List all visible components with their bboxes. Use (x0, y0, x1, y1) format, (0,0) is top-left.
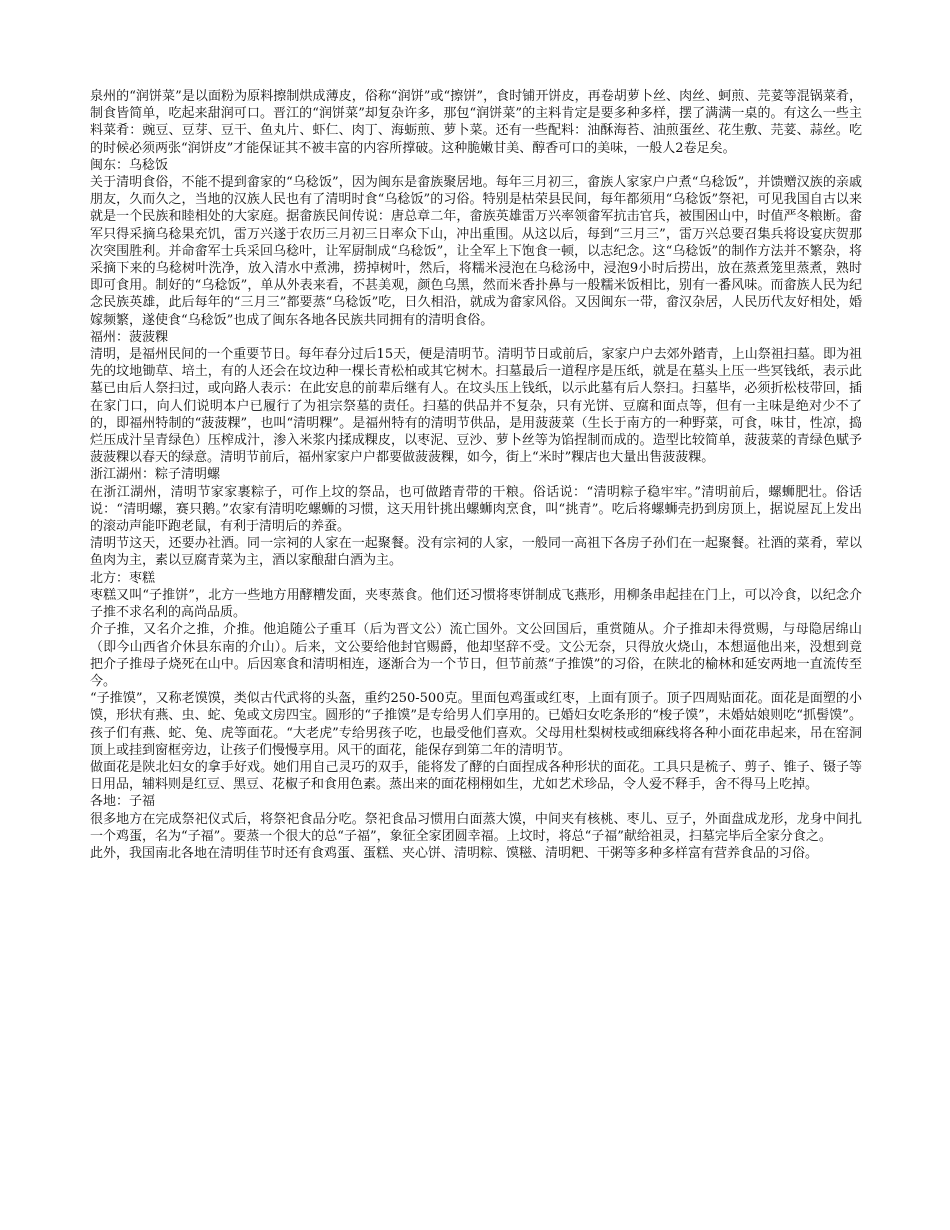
section-heading: 闽东：乌稔饭 (90, 157, 169, 173)
paragraph: 做面花是陕北妇女的拿手好戏。她们用自己灵巧的双手，能将发了酵的白面捏成各种形状的面花。工具只是梳子、剪子、锥子、镊子等日用品，辅料则是红豆、黑豆、花椒子和食用色素。蒸出来的面花栩栩如生，尤如艺术珍品，令人爱不释手，舍不得马上吃掉。 (90, 759, 862, 793)
paragraph: 介子推，又名介之推，介推。他追随公子重耳（后为晋文公）流亡国外。文公回国后，重赏随从。介子推却未得赏赐，与母隐居绵山（即今山西省介休县东南的介山）。后来，文公要给他封官赐爵，他却坚辞不受。文公无奈，只得放火烧山，本想逼他出来，没想到竟把介子推母子烧死在山中。后因寒食和清明相连，逐渐合为一个节日，但节前蒸“子推馍”的习俗，在陕北的榆林和延安两地一直流传至今。 (90, 622, 862, 689)
section-heading: 福州：菠菠粿 (90, 329, 169, 345)
section-huzhou (90, 466, 862, 569)
section-heading: 浙江湖州：粽子清明螺 (90, 467, 221, 483)
paragraph: 关于清明食俗，不能不提到畲家的“乌稔饭”，因为闽东是畲族聚居地。每年三月初三，畲族人家家户户煮“乌稔饭”，并馈赠汉族的亲戚朋友，久而久之，当地的汉族人民也有了清明时食“乌稔饭”的习俗。特别是枯荣县民间，每年都须用“乌稔饭”祭祀，可见我国自古以来就是一个民族和睦相处的大家庭。据畲族民间传说：唐总章二年，畲族英雄雷万兴率领畲军抗击官兵，被围困山中，时值严冬粮断。畲军只得采摘乌稔果充饥，雷万兴遂于农历三月初三日率众下山，冲出重围。从这以后，每到“三月三”，雷万兴总要召集兵将设宴庆贺那次突围胜利。并命畲军士兵采回乌稔叶，让军厨制成“乌稔饭”，让全军上下饱食一顿，以志纪念。这“乌稔饭”的制作方法并不繁杂，将采摘下来的乌稔树叶洗净，放入清水中煮沸，捞掉树叶，然后，将糯米浸泡在乌稔汤中，浸泡9小时后捞出，放在蒸煮笼里蒸煮，熟时即可食用。制好的“乌稔饭”，单从外表来看，不甚美观，颜色乌黑，然而米香扑鼻与一般糯米饭相比，别有一番风味。而畲族人民为纪念民族英雄，此后每年的“三月三”都要蒸“乌稔饭”吃，日久相沿，就成为畲家风俗。又因闽东一带，畲汉杂居，人民历代友好相处，婚嫁频繁，遂使食“乌稔饭”也成了闽东各地各民族共同拥有的清明食俗。 (90, 175, 862, 328)
section-fuzhou (90, 329, 862, 467)
paragraph: 很多地方在完成祭祀仪式后，将祭祀食品分吃。祭祀食品习惯用白面蒸大馍，中间夹有核桃、枣儿、豆子，外面盘成龙形，龙身中间扎一个鸡蛋，名为“子福”。要蒸一个很大的总“子福”，象征全家团圆幸福。上坟时，将总“子福”献给祖灵，扫墓完毕后全家分食之。 (90, 811, 862, 844)
document-body (90, 88, 862, 862)
section-north (90, 570, 862, 794)
paragraph: “子推馍”，又称老馍馍，类似古代武将的头盔，重约250-500克。里面包鸡蛋或红枣，上面有顶子。顶子四周贴面花。面花是面塑的小馍，形状有燕、虫、蛇、兔或文房四宝。圆形的“子推馍”是专给男人们享用的。已婚妇女吃条形的“梭子馍”，未婚姑娘则吃“抓髻馍”。孩子们有燕、蛇、兔、虎等面花。“大老虎”专给男孩子吃，也最受他们喜欢。父母用杜梨树枝或细麻线将各种小面花串起来，吊在窑洞顶上或挂到窗框旁边，让孩子们慢慢享用。风干的面花，能保存到第二年的清明节。 (90, 691, 862, 758)
paragraph: 清明，是福州民间的一个重要节日。每年春分过后15天，便是清明节。清明节日或前后，家家户户去郊外踏青，上山祭祖扫墓。即为祖先的坟地锄草、培土，有的人还会在坟边种一棵长青松柏或其它树木。扫墓最后一道程序是压纸，就是在墓头上压一些冥钱纸，表示此墓已由后人祭扫过，或向路人表示：在此安息的前辈后继有人。在坟头压上钱纸，以示此墓有后人祭扫。扫墓毕，必须折松枝带回，插在家门口，向人们说明本户已履行了为祖宗祭墓的责任。扫墓的供品并不复杂，只有光饼、豆腐和面点等，但有一主味是绝对少不了的，即福州特制的“菠菠粿”，也叫“清明粿”。是福州特有的清明节供品，是用菠菠菜（生长于南方的一种野菜，可食，味甘，性凉，捣烂压成汁呈青绿色）压榨成汁，渗入米浆内揉成粿皮，以枣泥、豆沙、萝卜丝等为馅捏制而成的。造型比较简单，菠菠菜的青绿色赋予菠菠粿以春天的绿意。清明节前后，福州家家户户都要做菠菠粿，如今，街上“米时”粿店也大量出售菠菠粿。 (90, 347, 862, 466)
paragraph: 在浙江湖州，清明节家家裹粽子，可作上坟的祭品，也可做踏青带的干粮。俗话说：“清明粽子稳牢牢。”清明前后，螺蛳肥壮。俗话说：“清明螺，赛只鹅。”农家有清明吃螺蛳的习惯，这天用针挑出螺蛳肉烹食，叫“挑青”。吃后将螺蛳壳扔到房顶上，据说屋瓦上发出的滚动声能吓跑老鼠，有利于清明后的养蚕。 (90, 484, 862, 535)
paragraph: 枣糕又叫“子推饼”，北方一些地方用酵糟发面，夹枣蒸食。他们还习惯将枣饼制成飞燕形，用柳条串起挂在门上，可以冷食，以纪念介子推不求名利的高尚品质。 (90, 587, 862, 621)
section-heading: 北方：枣糕 (90, 570, 156, 586)
section-quanzhou (90, 88, 862, 157)
section-heading: 各地：子福 (90, 794, 156, 810)
paragraph: 清明节这天，还要办社酒。同一宗祠的人家在一起聚餐。没有宗祠的人家，一般同一高祖下各房子孙们在一起聚餐。社酒的菜肴，荤以鱼肉为主，素以豆腐青菜为主，酒以家酿甜白酒为主。 (90, 536, 862, 569)
paragraph: 泉州的“润饼菜”是以面粉为原料擦制烘成薄皮，俗称“润饼”或“擦饼”，食时铺开饼皮，再卷胡萝卜丝、肉丝、蚵煎、芫荽等混锅菜肴，制食皆简单，吃起来甜润可口。晋江的“润饼菜”却复杂许多，那包“润饼菜”的主料肯定是要多种多样，摆了满满一桌的。有这么一些主料菜肴：豌豆、豆芽、豆干、鱼丸片、虾仁、肉丁、海蛎煎、萝卜菜。还有一些配料：油酥海苔、油煎蛋丝、花生敷、芫荽、蒜丝。吃的时候必须两张“润饼皮”才能保证其不被丰富的内容所撑破。这种脆嫩甘美、醇香可口的美味，一般人2卷足矣。 (90, 89, 862, 156)
section-mindong (90, 157, 862, 329)
section-everywhere (90, 793, 862, 862)
paragraph: 此外，我国南北各地在清明佳节时还有食鸡蛋、蛋糕、夹心饼、清明粽、馍糍、清明粑、干粥等多种多样富有营养食品的习俗。 (90, 845, 819, 861)
